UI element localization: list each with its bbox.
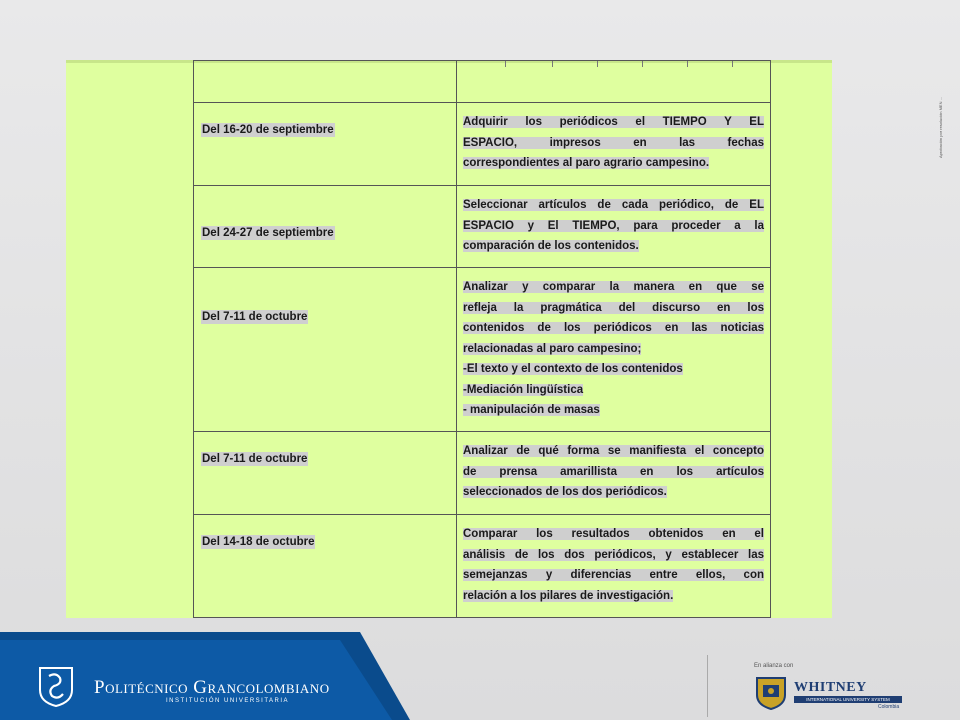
activity-line [463, 298, 764, 319]
activity-line [463, 462, 764, 483]
activity-cell [457, 61, 771, 103]
partner-name: WHITNEY [794, 680, 867, 695]
date-cell [194, 103, 457, 186]
whitney-crest-icon [754, 675, 788, 711]
table-row [194, 432, 771, 515]
activity-line-text: - manipulación de masas [463, 404, 600, 416]
activity-line [463, 339, 764, 360]
activity-cell [457, 103, 771, 186]
activity-line [463, 359, 764, 380]
activity-line [463, 236, 764, 257]
activity-text [463, 432, 764, 503]
activity-line-text: análisis de los dos periódicos, y establecer las [463, 548, 764, 561]
activity-line-text: Comparar los resultados obtenidos en el [463, 528, 764, 540]
activity-line [463, 545, 764, 566]
activity-line-text: Analizar de qué forma se manifiesta el concepto [463, 445, 764, 457]
activity-cell [457, 268, 771, 432]
activity-line [463, 586, 764, 607]
activity-line-text: refleja la pragmática del discurso en los [463, 301, 764, 314]
slide-content [66, 60, 832, 618]
activity-line-text: ESPACIO y El TIEMPO, para proceder a la [463, 219, 764, 232]
activity-text [463, 103, 764, 174]
activity-line-text: ESPACIO, impresos en las fechas [463, 136, 764, 149]
date-cell [194, 186, 457, 268]
date-label: Del 7-11 de octubre [202, 311, 308, 323]
activity-line [463, 400, 764, 421]
schedule-table [193, 60, 771, 618]
table-row [194, 515, 771, 618]
activity-line-text: -El texto y el contexto de los contenidos [463, 363, 683, 375]
table-row [194, 268, 771, 432]
activity-line [463, 524, 764, 545]
politecnico-logo-icon [36, 664, 76, 708]
activity-line-text: semejanzas y diferencias entre ellos, con [463, 569, 764, 581]
activity-line [463, 380, 764, 401]
institution-name: Politécnico Grancolombiano [94, 677, 330, 698]
partner-country: Colombia [878, 704, 900, 710]
activity-line-text: comparación de los contenidos. [463, 240, 639, 252]
activity-line [463, 216, 764, 237]
activity-line-text: seleccionados de los dos periódicos. [463, 486, 667, 498]
activity-cell [457, 515, 771, 618]
activity-line [463, 482, 764, 503]
activity-line-text: correspondientes al paro agrario campesino. [463, 157, 710, 169]
institution-subtitle: INSTITUCIÓN UNIVERSITARIA [166, 698, 290, 704]
table-row [194, 61, 771, 103]
table-row [194, 186, 771, 268]
activity-line [463, 441, 764, 462]
activity-line-text: de prensa amarillista en los artículos [463, 465, 764, 478]
activity-text [463, 268, 764, 421]
activity-line-text: -Mediación lingüística [463, 383, 584, 396]
previous-grid-fragment [457, 61, 770, 67]
date-cell [194, 515, 457, 618]
date-label: Del 16-20 de septiembre [202, 124, 334, 136]
activity-text [463, 186, 764, 257]
accreditation-note: Aprobación por resolución MEN ... [938, 97, 943, 158]
partner-subtitle: INTERNATIONAL UNIVERSITY SYSTEM [794, 696, 902, 703]
activity-line [463, 565, 764, 586]
alliance-label: En alianza con [754, 663, 794, 669]
activity-cell [457, 186, 771, 268]
activity-line-text: Seleccionar artículos de cada periódico, de EL [463, 199, 764, 211]
date-label: Del 7-11 de octubre [202, 453, 308, 465]
activity-line [463, 153, 764, 174]
activity-line [463, 112, 764, 133]
activity-line [463, 195, 764, 216]
activity-line [463, 318, 764, 339]
activity-line [463, 133, 764, 154]
date-label: Del 24-27 de septiembre [202, 227, 334, 239]
date-cell [194, 61, 457, 103]
activity-line-text: relacionadas al paro campesino; [463, 342, 642, 355]
activity-line [463, 277, 764, 298]
activity-line-text: Adquirir los periódicos el TIEMPO Y EL [463, 116, 764, 128]
activity-text [463, 515, 764, 606]
footer [0, 632, 960, 720]
date-label: Del 14-18 de octubre [202, 536, 315, 548]
activity-line-text: Analizar y comparar la manera en que se [463, 281, 764, 293]
date-cell [194, 268, 457, 432]
footer-divider [707, 655, 708, 717]
activity-line-text: contenidos de los periódicos en las noticias [463, 322, 764, 334]
date-cell [194, 432, 457, 515]
activity-line-text: relación a los pilares de investigación. [463, 589, 674, 602]
table-row [194, 103, 771, 186]
activity-cell [457, 432, 771, 515]
